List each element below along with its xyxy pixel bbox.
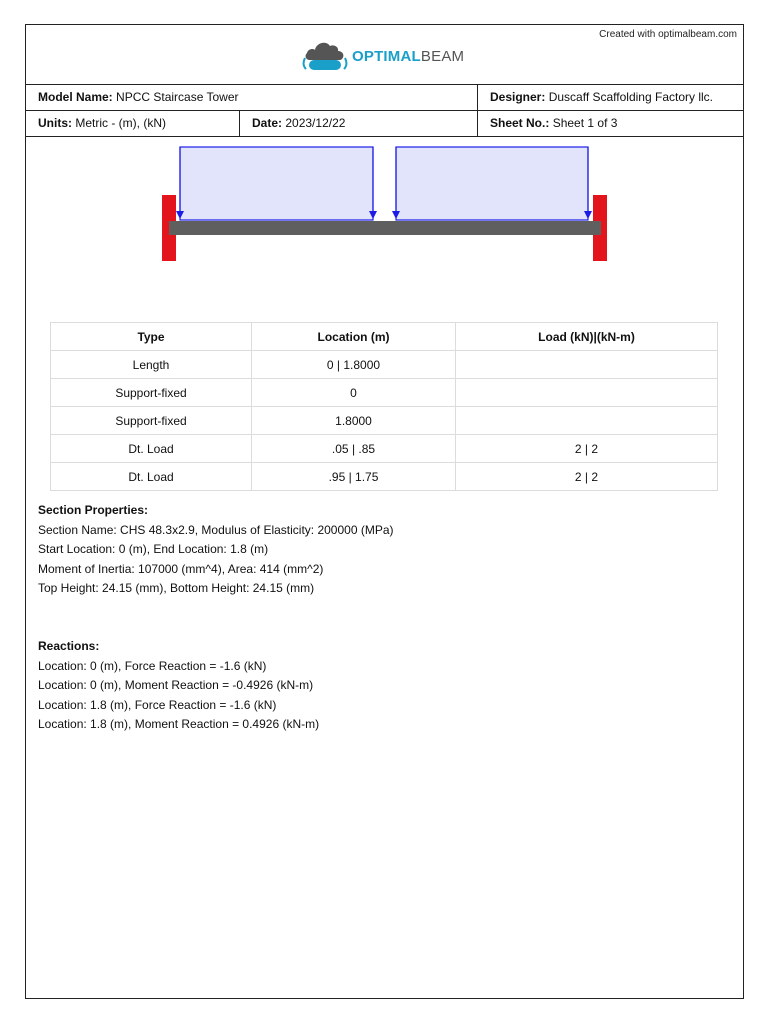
- units-value: Metric - (m), (kN): [75, 116, 166, 130]
- cell-location: 0 | 1.8000: [252, 351, 456, 379]
- cell-location: .95 | 1.75: [252, 463, 456, 491]
- section-line: Start Location: 0 (m), End Location: 1.8 (m): [38, 542, 269, 556]
- cell-load: 2 | 2: [456, 463, 718, 491]
- cell-load: [456, 351, 718, 379]
- distributed-load-2: [396, 147, 588, 220]
- date-value: 2023/12/22: [285, 116, 346, 130]
- table-header-row: [51, 323, 718, 351]
- cell-type: Support-fixed: [51, 379, 252, 407]
- created-with-note: Created with optimalbeam.com: [599, 29, 737, 40]
- designer-label: Designer:: [490, 90, 546, 104]
- sheet-value: Sheet 1 of 3: [552, 116, 618, 130]
- section-properties: [38, 501, 394, 599]
- distributed-load-1: [180, 147, 373, 220]
- cell-load: [456, 379, 718, 407]
- beam: [169, 221, 601, 235]
- section-line: Section Name: CHS 48.3x2.9, Modulus of Elasticity: 200000 (MPa): [38, 522, 394, 537]
- column-header-type: Type: [51, 323, 252, 351]
- model-name-value: NPCC Staircase Tower: [116, 90, 239, 104]
- cell-type: Dt. Load: [51, 435, 252, 463]
- section-properties-title: Section Properties:: [38, 503, 149, 517]
- cell-type: Length: [51, 351, 252, 379]
- cell-type: Support-fixed: [51, 407, 252, 435]
- reaction-line: Location: 0 (m), Force Reaction = -1.6 (kN): [38, 658, 267, 673]
- cell-type: Dt. Load: [51, 463, 252, 491]
- logo-light-text: BEAM: [420, 47, 465, 65]
- reactions-title: Reactions:: [38, 639, 100, 653]
- column-header-load: Load (kN)|(kN-m): [456, 323, 718, 351]
- table-row: [51, 463, 718, 491]
- beam-diagram: [0, 0, 768, 300]
- beam-input-table: [50, 322, 718, 491]
- logo-bold-text: OPTIMAL: [352, 47, 421, 65]
- date-label: Date:: [252, 116, 283, 130]
- cell-load: [456, 407, 718, 435]
- model-name-label: Model Name:: [38, 90, 113, 104]
- section-line: Top Height: 24.15 (mm), Bottom Height: 24.15 (mm): [38, 581, 315, 595]
- cell-location: 0: [252, 379, 456, 407]
- table-row: [51, 379, 718, 407]
- table-row: [51, 351, 718, 379]
- reaction-line: Location: 1.8 (m), Force Reaction = -1.6 (kN): [38, 697, 277, 712]
- reaction-line: Location: 1.8 (m), Moment Reaction = 0.4926 (kN-m): [38, 717, 320, 731]
- units-label: Units:: [38, 116, 72, 130]
- column-header-location: Location (m): [252, 323, 456, 351]
- reactions: [38, 637, 319, 735]
- reaction-line: Location: 0 (m), Moment Reaction = -0.4926 (kN-m): [38, 678, 314, 692]
- sheet-label: Sheet No.:: [490, 116, 550, 130]
- cell-location: 1.8000: [252, 407, 456, 435]
- cell-location: .05 | .85: [252, 435, 456, 463]
- cell-load: 2 | 2: [456, 435, 718, 463]
- designer-value: Duscaff Scaffolding Factory llc.: [548, 90, 713, 104]
- section-line: Moment of Inertia: 107000 (mm^4), Area: 414 (mm^2): [38, 561, 324, 576]
- table-row: [51, 435, 718, 463]
- table-row: [51, 407, 718, 435]
